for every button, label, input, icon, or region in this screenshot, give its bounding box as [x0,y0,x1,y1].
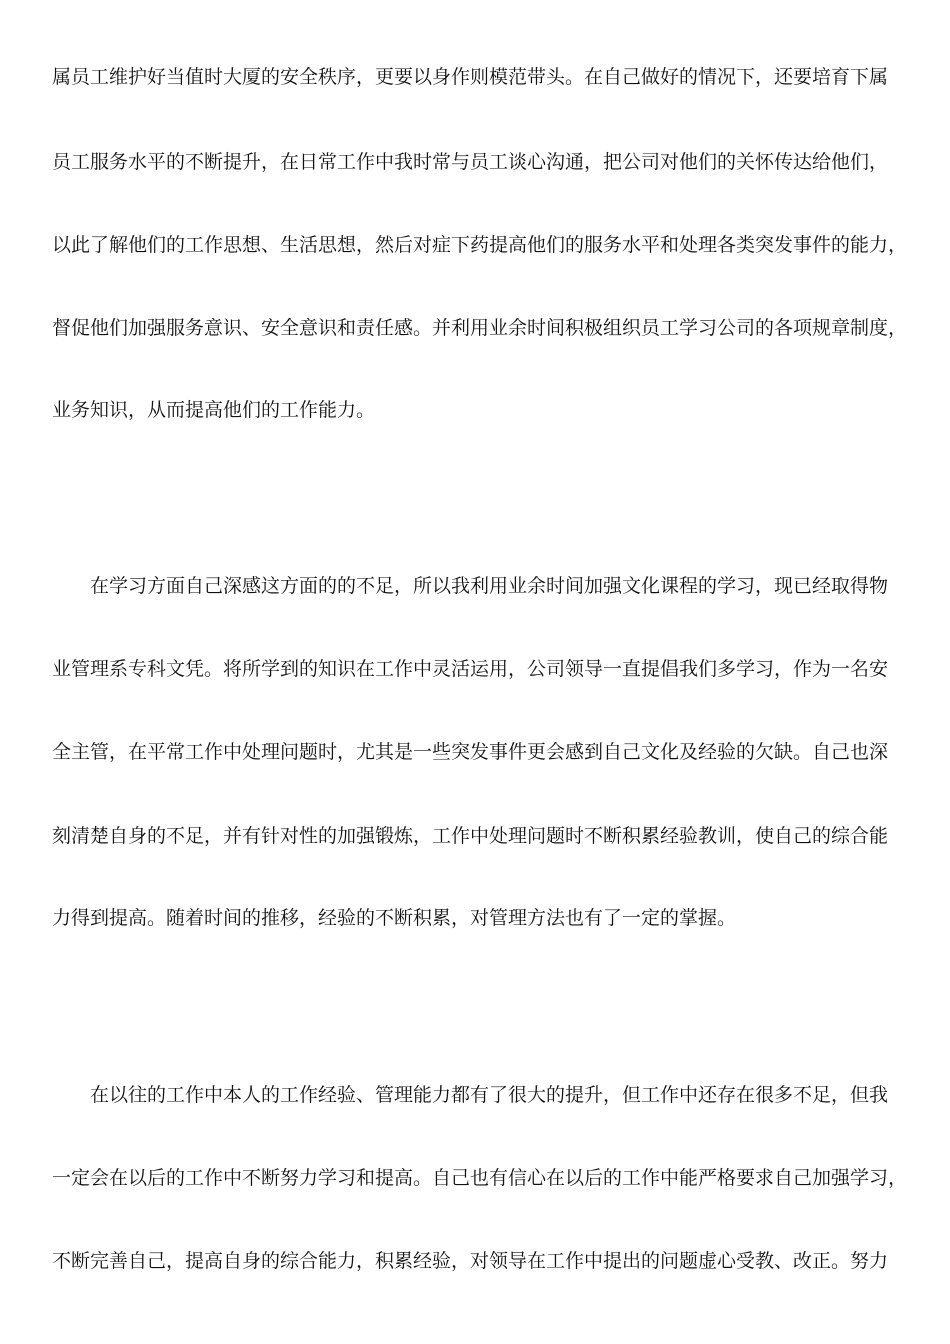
paragraph-1-line-3: 以此了解他们的工作思想、生活思想，然后对症下药提高他们的服务水平和处理各类突发事件的能力， [52,234,908,256]
paragraph-2-line-2: 业管理系专科文凭。将所学到的知识在工作中灵活运用，公司领导一直提倡我们多学习，作为一名安 [52,658,889,680]
paragraph-3-line-1: 在以往的工作中本人的工作经验、管理能力都有了很大的提升，但工作中还存在很多不足，但我 [90,1084,889,1106]
paragraph-1-line-2: 员工服务水平的不断提升，在日常工作中我时常与员工谈心沟通，把公司对他们的关怀传达给他们， [52,151,889,173]
paragraph-2-line-5: 力得到提高。随着时间的推移，经验的不断积累，对管理方法也有了一定的掌握。 [52,907,737,929]
paragraph-2-line-3: 全主管，在平常工作中处理问题时，尤其是一些突发事件更会感到自己文化及经验的欠缺。自己也深 [52,741,889,763]
paragraph-3-line-2: 一定会在以后的工作中不断努力学习和提高。自己也有信心在以后的工作中能严格要求自己加强学习， [52,1167,908,1189]
paragraph-1-line-5: 业务知识，从而提高他们的工作能力。 [52,399,376,421]
paragraph-3-line-3: 不断完善自己，提高自身的综合能力，积累经验，对领导在工作中提出的问题虚心受教、改正。努力 [52,1250,889,1272]
paragraph-1-line-1: 属员工维护好当值时大厦的安全秩序，更要以身作则模范带头。在自己做好的情况下，还要培育下属 [52,66,889,88]
paragraph-2-line-4: 刻清楚自身的不足，并有针对性的加强锻炼，工作中处理问题时不断积累经验教训，使自己的综合能 [52,825,889,847]
paragraph-1-line-4: 督促他们加强服务意识、安全意识和责任感。并利用业余时间积极组织员工学习公司的各项规章制度， [52,317,908,339]
paragraph-2-line-1: 在学习方面自己深感这方面的的不足，所以我利用业余时间加强文化课程的学习，现已经取得物 [90,575,889,597]
